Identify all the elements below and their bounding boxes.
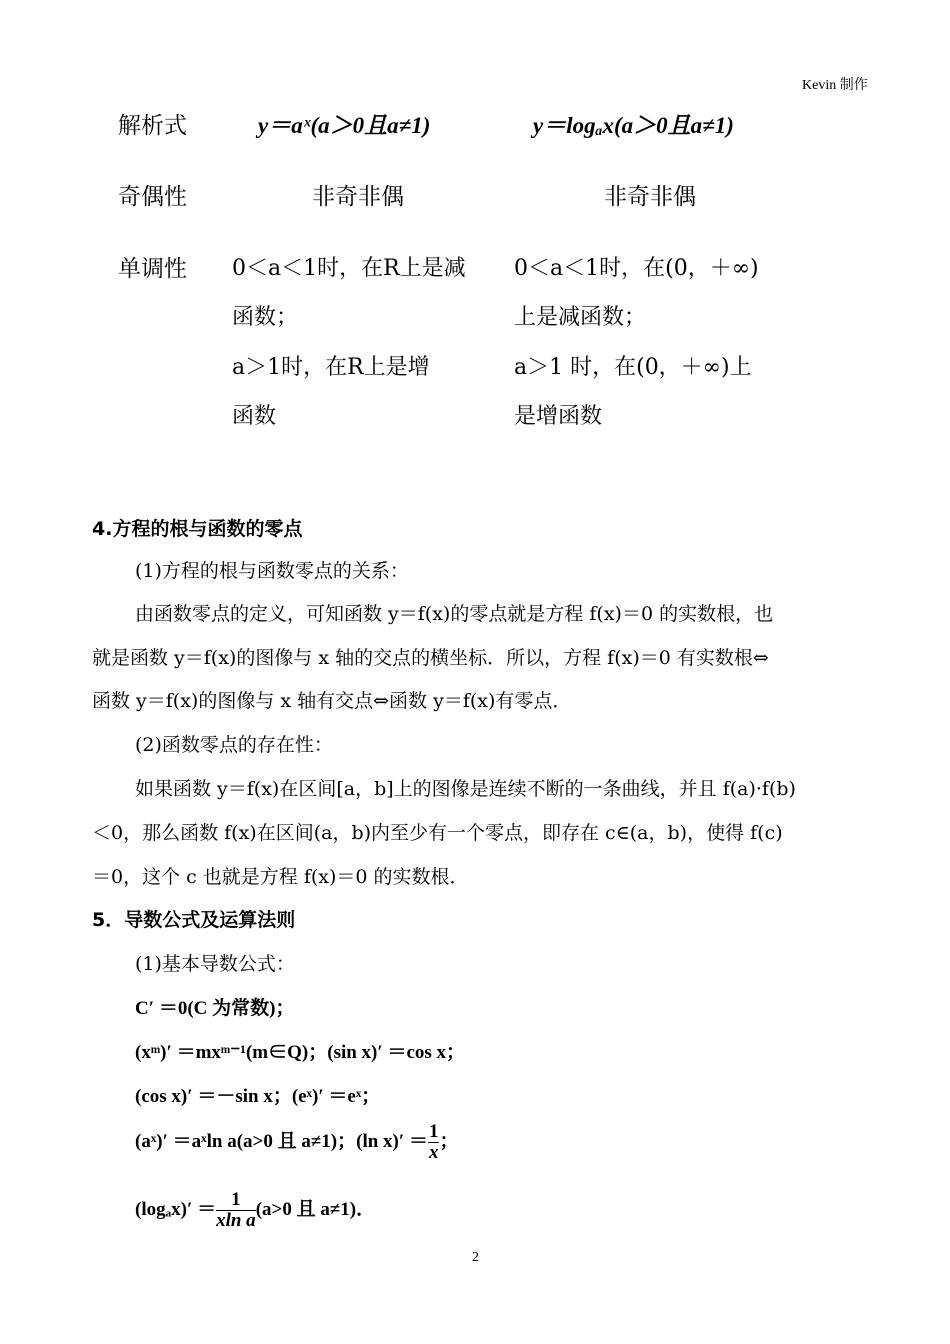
- derivative-ax-ln: [135, 1122, 459, 1163]
- page-header-author: Kevin 制作: [802, 78, 868, 93]
- exp-formula: y＝aˣ(a＞0且a≠1): [258, 113, 431, 138]
- section-4-para2-line2: ＜0，那么函数 f(x)在区间(a，b)内至少有一个零点，即存在 c∈(a，b)，使得 f(c): [92, 822, 783, 844]
- section-4-para2-line3: ＝0，这个 c 也就是方程 f(x)＝0 的实数根．: [92, 866, 469, 888]
- section-5-sub1: (1)基本导数公式：: [135, 953, 295, 975]
- derivative-ax-ln-left: (aˣ)′ ＝aˣln a(a>0 且 a≠1)；(ln x)′ ＝: [135, 1130, 428, 1152]
- log-formula: y＝logₐx(a＞0且a≠1): [533, 113, 734, 138]
- row-label-parity: 奇偶性: [118, 184, 187, 210]
- section-5-title: 5．导数公式及运算法则: [92, 909, 296, 931]
- log-mono-line4: 是增函数: [514, 404, 603, 429]
- section-4-title: 4.方程的根与函数的零点: [92, 518, 303, 540]
- section-4-para1-line3: 函数 y＝f(x)的图像与 x 轴有交点⇔函数 y＝f(x)有零点．: [92, 690, 572, 712]
- exp-mono-line4: 函数: [232, 404, 277, 429]
- row-label-monotonicity: 单调性: [118, 256, 187, 282]
- section-4-sub2: (2)函数零点的存在性：: [135, 734, 333, 756]
- log-mono-line3: a＞1 时，在(0，＋∞)上: [514, 355, 752, 380]
- derivative-cos-exp: (cos x)′ ＝－sin x；(eˣ)′ ＝eˣ；: [135, 1086, 381, 1107]
- fraction-numerator: 1: [216, 1190, 256, 1211]
- section-4-para1-line1: 由函数零点的定义，可知函数 y＝f(x)的零点就是方程 f(x)＝0 的实数根，也: [135, 603, 774, 625]
- exp-mono-line2: 函数；: [232, 305, 299, 330]
- derivative-constant: C′ ＝0(C 为常数)；: [135, 998, 295, 1019]
- exp-mono-line1: 0＜a＜1时，在R上是减: [232, 256, 466, 281]
- exp-mono-line3: a＞1时，在R上是增: [232, 355, 430, 380]
- fraction-denominator: xln a: [216, 1209, 256, 1231]
- fraction-numerator: 1: [428, 1121, 439, 1142]
- fraction-denominator: x: [428, 1141, 439, 1163]
- log-mono-line2: 上是减函数；: [514, 305, 647, 330]
- derivative-ax-ln-tail: ；: [439, 1130, 459, 1152]
- page-number: 2: [472, 1250, 479, 1265]
- section-4-para2-line1: 如果函数 y＝f(x)在区间[a，b]上的图像是连续不断的一条曲线，并且 f(a)·f(b): [135, 778, 796, 800]
- fraction-one-over-xlna: [216, 1190, 256, 1231]
- log-parity: 非奇非偶: [604, 184, 696, 210]
- fraction-one-over-x: [428, 1122, 440, 1163]
- derivative-log-tail: (a>0 且 a≠1)．: [255, 1198, 376, 1220]
- derivative-power-sin: (xᵐ)′ ＝mxᵐ⁻¹(m∈Q)；(sin x)′ ＝cos x；: [135, 1042, 466, 1063]
- derivative-log-left: (logₐx)′ ＝: [135, 1198, 217, 1220]
- row-label-formula: 解析式: [118, 113, 187, 139]
- derivative-log: [135, 1190, 375, 1231]
- exp-parity: 非奇非偶: [312, 184, 404, 210]
- log-mono-line1: 0＜a＜1时，在(0，＋∞): [514, 256, 759, 281]
- section-4-sub1: (1)方程的根与函数零点的关系：: [135, 560, 409, 582]
- section-4-para1-line2: 就是函数 y＝f(x)的图像与 x 轴的交点的横坐标．所以，方程 f(x)＝0 有实数根⇔: [92, 647, 769, 669]
